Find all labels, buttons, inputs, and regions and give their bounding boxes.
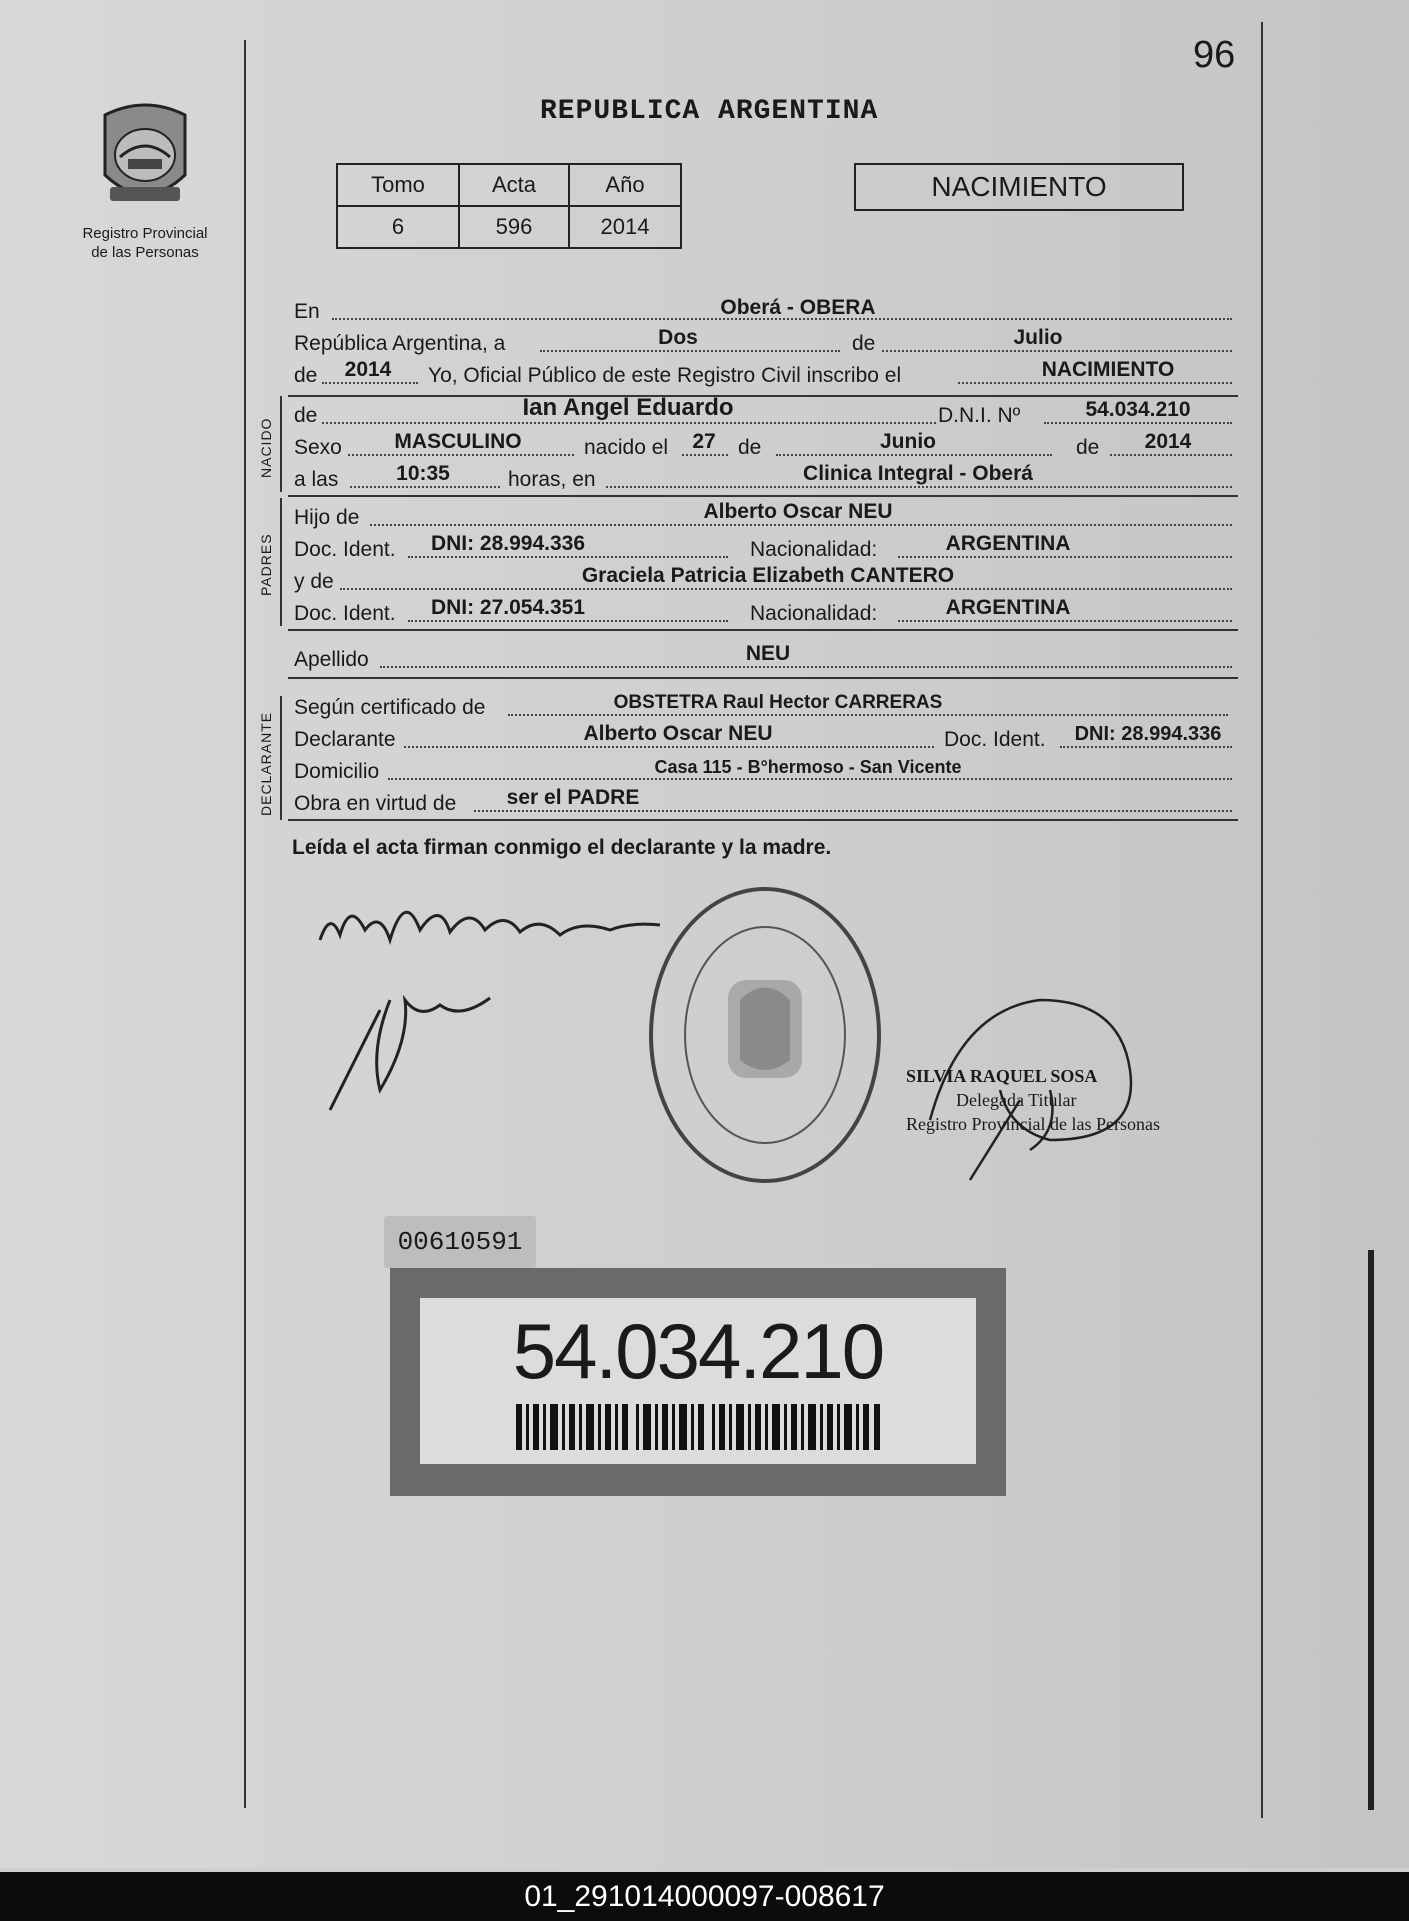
shield-emblem-icon: [90, 95, 200, 215]
row-domicilio: [288, 756, 1238, 786]
value-obra: ser el PADRE: [506, 786, 640, 809]
header-anio: Año: [569, 164, 681, 206]
record-type-box: NACIMIENTO: [854, 163, 1184, 211]
label-horas-en: horas, en: [508, 468, 596, 491]
row-certificado: [288, 692, 1238, 722]
logo-caption-line2: de las Personas: [91, 244, 199, 261]
closing-statement: Leída el acta firman conmigo el declarante y la madre.: [292, 836, 832, 859]
official-seal-icon: [640, 880, 890, 1190]
row-declarante: [288, 724, 1238, 754]
value-acto: NACIMIENTO: [1041, 358, 1175, 381]
officer-org: Registro Provincial de las Personas: [906, 1114, 1160, 1134]
label-nacionalidad-1: Nacionalidad:: [750, 538, 878, 561]
value-apellido: NEU: [745, 642, 791, 665]
value-madre: Graciela Patricia Elizabeth CANTERO: [581, 564, 955, 587]
label-nacionalidad-2: Nacionalidad:: [750, 602, 878, 625]
value-lugar-nac: Clinica Integral - Oberá: [803, 462, 1033, 485]
label-doc-ident-1: Doc. Ident.: [294, 538, 396, 561]
barcode-icon: [516, 1404, 880, 1450]
value-dni: 54.034.210: [1085, 398, 1191, 421]
label-y-de: y de: [294, 570, 334, 593]
value-lugar: Oberá - OBERA: [720, 296, 876, 319]
officer-role: Delegada Titular: [956, 1090, 1077, 1110]
document-title: REPUBLICA ARGENTINA: [540, 96, 879, 127]
right-margin-line: [1261, 22, 1263, 1818]
value-declarante: Alberto Oscar NEU: [583, 722, 773, 745]
row-fecha: [288, 328, 1238, 358]
label-a-las: a las: [294, 468, 339, 491]
label-de-name: de: [294, 404, 318, 427]
left-margin-line: [244, 40, 246, 1808]
row-hora: [288, 464, 1238, 494]
value-anio: 2014: [344, 358, 392, 381]
row-lugar: [288, 296, 1238, 326]
header-tomo: Tomo: [337, 164, 459, 206]
label-obra: Obra en virtud de: [294, 792, 457, 815]
value-domicilio: Casa 115 - B°hermoso - San Vicente: [654, 757, 962, 777]
officer-block: [906, 1064, 1160, 1136]
page-edge-shadow: [1368, 1250, 1374, 1810]
value-certificado: OBSTETRA Raul Hector CARRERAS: [613, 692, 943, 713]
label-doc-ident-2: Doc. Ident.: [294, 602, 396, 625]
value-dia-nac: 27: [692, 430, 716, 453]
row-madre: [288, 566, 1238, 596]
officer-name: SILVIA RAQUEL SOSA: [906, 1066, 1098, 1086]
section-label-padres: PADRES: [258, 533, 274, 596]
row-nombre: [288, 394, 1238, 430]
registry-logo: [70, 95, 220, 262]
label-en: En: [294, 300, 320, 323]
row-apellido: [288, 644, 1238, 674]
sticker-dni-number: 54.034.210: [512, 1307, 884, 1395]
value-mes-nac: Junio: [880, 430, 936, 453]
label-republica: República Argentina, a: [294, 332, 506, 355]
label-de-month: de: [852, 332, 876, 355]
section-label-declarante: DECLARANTE: [258, 711, 274, 816]
label-apellido: Apellido: [294, 648, 369, 671]
value-sexo: MASCULINO: [394, 430, 522, 453]
label-sexo: Sexo: [294, 436, 342, 459]
label-de-birth-month: de: [738, 436, 762, 459]
serial-tag: 00610591: [384, 1216, 536, 1268]
section-label-nacido: NACIDO: [258, 417, 274, 478]
registry-table: [336, 163, 682, 249]
value-padre: Alberto Oscar NEU: [703, 500, 893, 523]
logo-caption-line1: Registro Provincial: [82, 225, 208, 242]
label-nacido-el: nacido el: [584, 436, 669, 459]
value-padre-nac: ARGENTINA: [945, 532, 1071, 555]
value-tomo: 6: [337, 206, 459, 248]
footer-filename: 01_291014000097-008617: [0, 1872, 1409, 1921]
row-anio: [288, 360, 1238, 390]
value-padre-doc: DNI: 28.994.336: [430, 532, 586, 555]
value-anio: 2014: [569, 206, 681, 248]
page-number: 96: [1193, 34, 1236, 76]
signature-declarante-icon: [310, 880, 670, 1120]
label-hijo-de: Hijo de: [294, 506, 360, 529]
value-dia: Dos: [658, 326, 698, 349]
value-acta: 596: [459, 206, 569, 248]
row-madre-doc: [288, 598, 1238, 628]
row-padre-doc: [288, 534, 1238, 564]
value-anio-nac: 2014: [1144, 430, 1192, 453]
label-declarante: Declarante: [294, 728, 396, 751]
row-obra: [288, 788, 1238, 818]
row-sexo: [288, 432, 1238, 462]
value-hora: 10:35: [396, 462, 450, 485]
label-domicilio: Domicilio: [294, 760, 380, 783]
label-doc-ident-3: Doc. Ident.: [944, 728, 1046, 751]
label-segun: Según certificado de: [294, 696, 486, 719]
label-de-birth-year: de: [1076, 436, 1100, 459]
label-de-year: de: [294, 364, 318, 387]
value-nombre: Ian Angel Eduardo: [522, 394, 734, 421]
value-madre-nac: ARGENTINA: [945, 596, 1071, 619]
value-madre-doc: DNI: 27.054.351: [430, 596, 586, 619]
label-yo: Yo, Oficial Público de este Registro Civil inscribo el: [428, 364, 902, 387]
value-mes: Julio: [1013, 326, 1063, 349]
label-dni: D.N.I. Nº: [938, 404, 1021, 427]
row-padre: [288, 502, 1238, 532]
dni-sticker: [390, 1268, 1006, 1496]
value-declarante-doc: DNI: 28.994.336: [1074, 723, 1222, 745]
header-acta: Acta: [459, 164, 569, 206]
